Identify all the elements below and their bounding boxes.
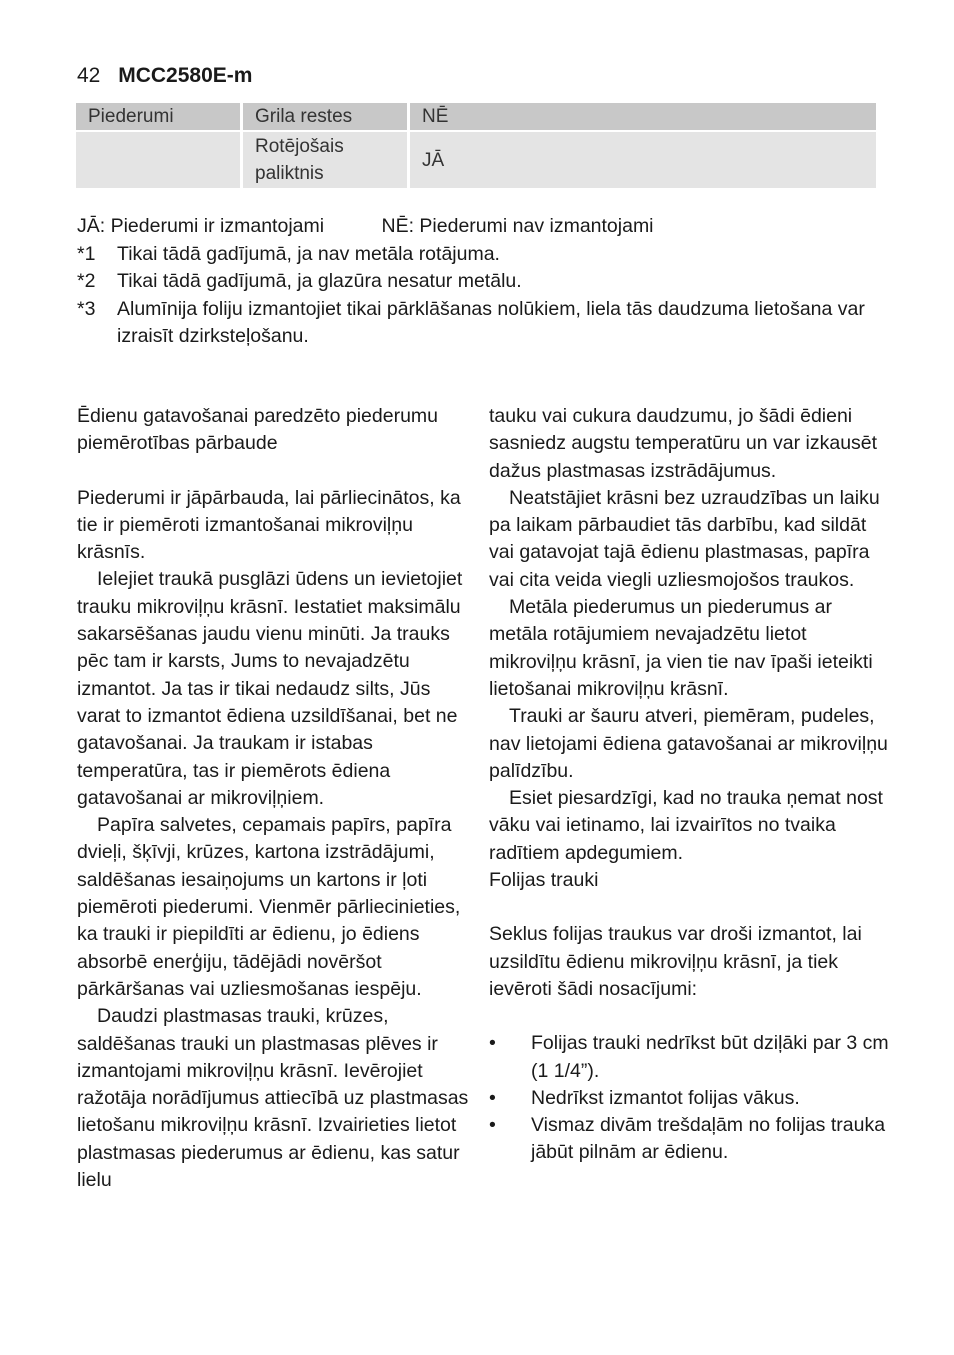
page-header (77, 64, 252, 88)
footnote (77, 296, 867, 351)
legend-yes: JĀ: Piederumi ir izmantojami (77, 215, 325, 237)
page-number: 42 (77, 64, 101, 87)
paragraph: Daudzi plastmasas trauki, krūzes, saldēšanas trauki un plastmasas plēves ir izmantojami mikroviļņu krāsnī. Ievērojiet ražotāja norādījumus attiecībā uz plastmasas lietošanu mikroviļņu krāsnī. Izvairieties lietot plastmasas piederumus ar ēdienu, kas satur lielu (77, 1005, 469, 1192)
paragraph: Papīra salvetes, cepamais papīrs, papīra dvieļi, šķīvji, krūzes, kartona izstrādājumi, saldēšanas iesaiņojums un kartons ir ļoti piemēroti piederumi. Vienmēr pārliecinieties, ka trauki ir piepildīti ar ēdienu, jo ēdiens absorbē enerģiju, tādējādi novēršot pārkāršanas vai uzliesmošanas iespēju. (77, 814, 461, 1000)
paragraph: Esiet piesardzīgi, kad no trauka ņemat nost vāku vai ietinamo, lai izvairītos no tvaika radītiem apdegumiem. (489, 787, 883, 864)
footnote (77, 268, 867, 296)
list-item (489, 1030, 889, 1085)
footnote-text: Tikai tādā gadījumā, ja nav metāla rotājuma. (117, 242, 500, 265)
footnote-mark: *3 (77, 297, 96, 320)
footnote-mark: *1 (77, 242, 96, 265)
legend-no: NĒ: Piederumi nav izmantojami (381, 215, 654, 237)
footnote-mark: *2 (77, 270, 96, 292)
paragraph: Ielejiet traukā pusglāzi ūdens un ievietojiet trauku mikroviļņu krāsnī. Iestatiet maksimālu sakarsēšanas jaudu vienu minūti. Ja trauks pēc tam ir karsts, Jums to nevajadzētu izmantot. Ja tas ir tikai nedaudz silts, Jūs varat to izmantot ēdiena uzsildīšanai, bet ne gatavošanai. Ja traukam ir istabas temperatūra, tas ir piemērots ēdiena gatavošanai ar mikroviļņiem. (77, 568, 463, 809)
bullet-icon: • (489, 1114, 496, 1137)
right-column (489, 403, 889, 1167)
bullet-icon: • (489, 1086, 496, 1109)
model-name: MCC2580E-m (118, 64, 253, 87)
section-heading: Ēdienu gatavošanai paredzēto piederumu piemērotības pārbaude (77, 405, 439, 455)
table-row (76, 131, 876, 188)
section-heading: Folijas trauki (489, 869, 599, 892)
list-item-text: Nedrīkst izmantot folijas vākus. (531, 1086, 800, 1109)
footnote (77, 241, 867, 269)
legend (77, 213, 867, 351)
bullet-list (489, 1030, 889, 1166)
list-item-text: Folijas trauki nedrīkst būt dziļāki par 3 cm (1 1/4”). (531, 1032, 889, 1082)
table-cell (76, 131, 242, 188)
list-item (489, 1085, 889, 1112)
list-item (489, 1112, 889, 1167)
paragraph: Neatstājiet krāsni bez uzraudzības un laiku pa laikam pārbaudiet tās darbību, kad sildāt vai gatavojat tajā ēdienu plastmasas, papīra vai cita veida viegli uzliesmojošos traukos. (489, 486, 880, 591)
table-cell: JĀ (409, 131, 877, 188)
table-cell: Rotējošais paliktnis (242, 131, 409, 188)
table-cell: Piederumi (76, 103, 242, 131)
paragraph: Piederumi ir jāpārbauda, lai pārliecinātos, ka tie ir piemēroti izmantošanai mikroviļņu krāsnīs. (77, 486, 461, 564)
list-item-text: Vismaz divām trešdaļām no folijas trauka jābūt pilnām ar ēdienu. (531, 1114, 886, 1164)
paragraph: tauku vai cukura daudzumu, jo šādi ēdieni sasniedz augstu temperatūru un var izkausēt dažus plastmasas izstrādājumus. (489, 405, 878, 482)
table-row (76, 103, 876, 131)
paragraph: Metāla piederumus un piederumus ar metāla rotājumiem nevajadzētu lietot mikroviļņu krāsnī, ja vien tie nav īpaši ieteikti lietošanai mikroviļņu krāsnī. (489, 596, 873, 700)
accessories-table (76, 103, 876, 188)
table-cell: Grila restes (242, 103, 409, 131)
paragraph: Seklus folijas traukus var droši izmantot, lai uzsildītu ēdienu mikroviļņu krāsnī, ja tiek ievēroti šādi nosacījumi: (489, 923, 862, 1000)
footnote-text: Tikai tādā gadījumā, ja glazūra nesatur metālu. (117, 270, 522, 292)
bullet-icon: • (489, 1032, 496, 1055)
footnote-text: Alumīnija foliju izmantojiet tikai pārklāšanas nolūkiem, liela tās daudzuma lietošana var izraisīt dzirksteļošanu. (117, 297, 865, 347)
paragraph: Trauki ar šauru atveri, piemēram, pudeles, nav lietojami ēdiena gatavošanai ar mikroviļņu palīdzību. (489, 705, 888, 782)
left-column (77, 403, 469, 1194)
table-cell: NĒ (409, 103, 877, 131)
